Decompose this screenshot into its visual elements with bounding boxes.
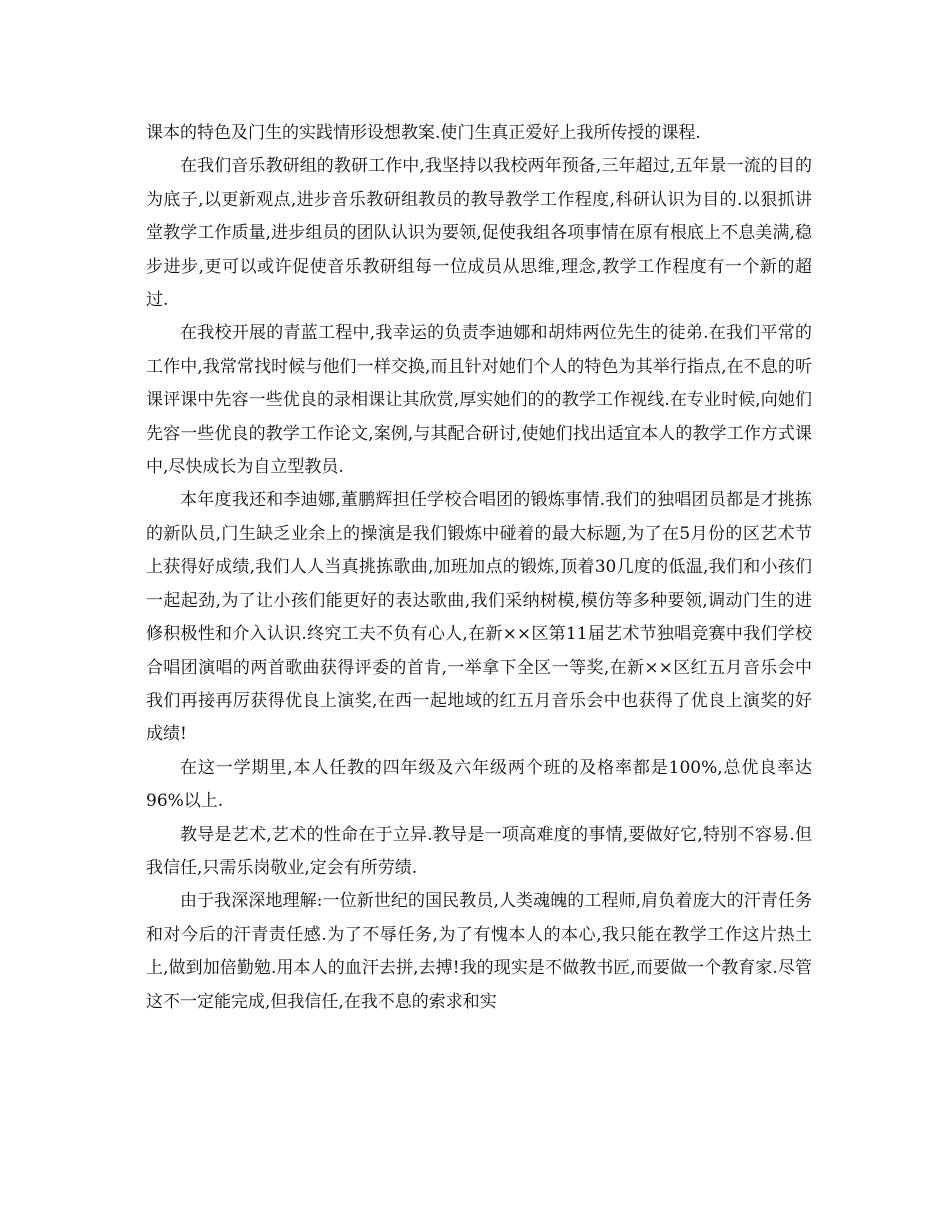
document-body	[146, 117, 812, 1019]
paragraph-1: 课本的特色及门生的实践情形设想教案.使门生真正爱好上我所传授的课程.	[146, 123, 701, 143]
paragraph-4: 本年度我还和李迪娜,董鹏辉担任学校合唱团的锻炼事情.我们的独唱团员都是才挑拣的新队员,门生缺乏业余上的操演是我们锻炼中碰着的最大标题,为了在5月份的区艺术节上获得好成绩,我们人人当真挑拣歌曲,加班加点的锻炼,顶着30几度的低温,我们和小孩们一起起劲,为了让小孩们能更好的表达歌曲,我们采纳树模,模仿等多种要领,调动门生的进修积极性和介入认识.终究工夫不负有心人,在新××区第11届艺术节独唱竞赛中我们学校合唱团演唱的两首歌曲获得评委的首肯,一举拿下全区一等奖,在新××区红五月音乐会中我们再接再厉获得优良上演奖,在西一起地域的红五月音乐会中也获得了优良上演奖的好成绩!	[146, 490, 812, 745]
paragraph-5: 在这一学期里,本人任教的四年级及六年级两个班的及格率都是100%,总优良率达96%以上.	[146, 757, 812, 812]
paragraph-6: 教导是艺术,艺术的性命在于立异.教导是一项高难度的事情,要做好它,特别不容易.但我信任,只需乐岗敬业,定会有所劳绩.	[146, 824, 812, 878]
paragraph-2: 在我们音乐教研组的教研工作中,我坚持以我校两年预备,三年超过,五年景一流的目的为底子,以更新观点,进步音乐教研组教员的教导教学工作程度,科研认识为目的.以狠抓讲堂教学工作质量,进步组员的团队认识为要领,促使我组各项事情在原有根底上不息美满,稳步进步,更可以或许促使音乐教研组每一位成员从思维,理念,教学工作程度有一个新的超过.	[146, 156, 812, 311]
paragraph-3: 在我校开展的青蓝工程中,我幸运的负责李迪娜和胡炜两位先生的徒弟.在我们平常的工作中,我常常找时候与他们一样交换,而且针对她们个人的特色为其举行指点,在不息的听课评课中先容一些优良的录相课让其欣赏,厚实她们的的教学工作视线.在专业时候,向她们先容一些优良的教学工作论文,案例,与其配合研讨,使她们找出适宜本人的教学工作方式课中,尽快成长为自立型教员.	[146, 323, 812, 478]
paragraph-7: 由于我深深地理解:一位新世纪的国民教员,人类魂魄的工程师,肩负着庞大的汗青任务和对今后的汗青责任感.为了不辱任务,为了有愧本人的本心,我只能在教学工作这片热土上,做到加倍勤勉.用本人的血汗去拼,去搏!我的现实是不做教书匠,而要做一个教育家.尽管这不一定能完成,但我信任,在我不息的索求和实	[146, 891, 812, 1012]
